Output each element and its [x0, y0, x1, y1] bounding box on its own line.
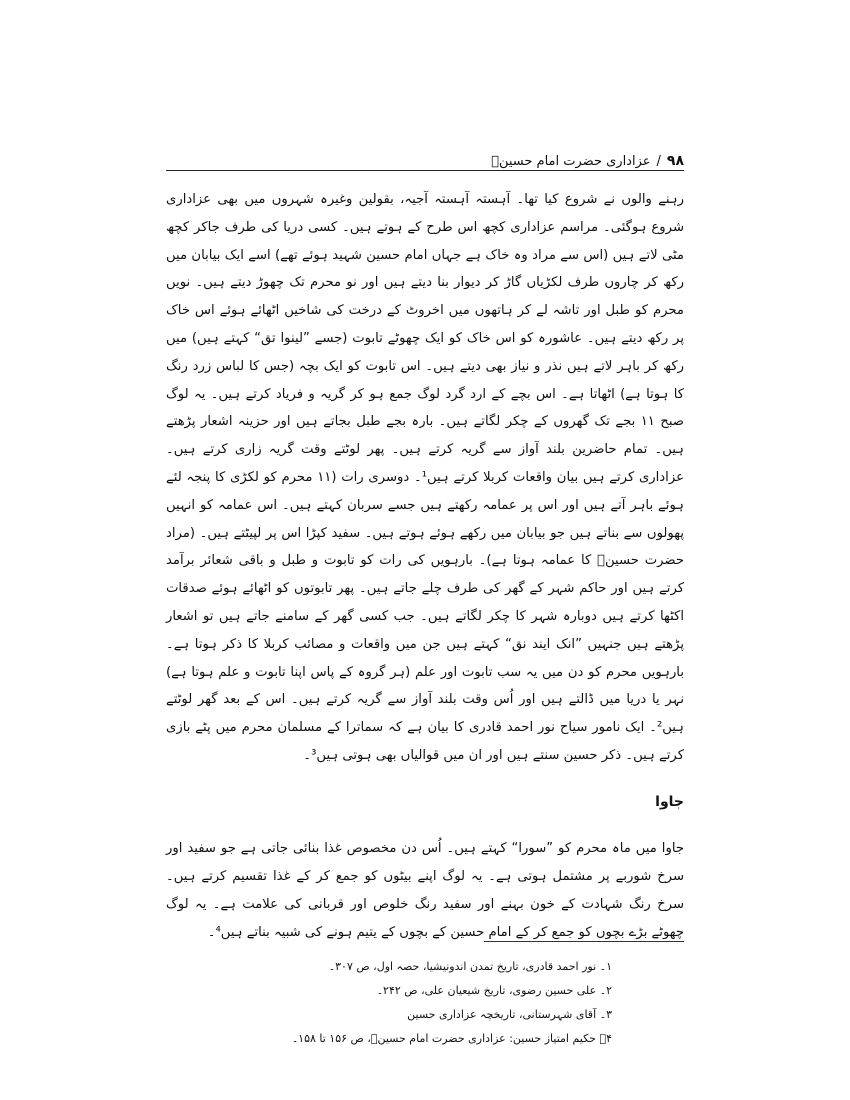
header-separator: /	[656, 153, 661, 169]
section-heading: جاوا	[655, 794, 684, 810]
header-rule	[166, 170, 684, 171]
main-text-2	[166, 822, 684, 960]
footnote-rule	[484, 941, 684, 942]
footnote-2: ۲۔ علی حسین رضوی، تاریخ شیعیان علی، ص ۲۴۲۔	[376, 984, 612, 997]
book-title: عزاداری حضرت امام حسینؑ	[491, 153, 651, 169]
footnote-4: ۴۔ حکیم امتیاز حسین: عزاداری حضرت امام حسینؑ، ص ۱۵۶ تا ۱۵۸۔	[291, 1032, 612, 1045]
footnote-1: ۱۔ نور احمد قادری، تاریخ تمدن اندونیشیا، حصہ اول، ص ۳۰۷۔	[328, 960, 612, 973]
main-text	[166, 186, 684, 770]
footnotes	[166, 955, 684, 1051]
page-number: ۹۸	[666, 153, 684, 169]
footnote-3: ۳۔ آقای شہرستانی، تاریخچہ عزاداری حسین	[407, 1008, 612, 1021]
paragraph-2: جاوا میں ماہ محرم کو ”سورا“ کہتے ہیں۔ اُس دن مخصوص غذا بنائی جاتی ہے جو سفید اور سرخ شوربے پر مشتمل ہوتی ہے۔ یہ لوگ اپنے بیٹوں کو جمع کر کے غذا تقسیم کرتے ہیں۔ سرخ رنگ شہادت کے خون بہنے اور سفید رنگ خلوص اور قربانی کی علامت ہے۔ یہ لوگ چھوٹے بڑے بچوں کو جمع کر کے امام حسین کے بچوں کے یتیم ہونے کی شبیہ بناتے ہیں⁴۔	[166, 841, 684, 940]
paragraph-1: رہنے والوں نے شروع کیا تھا۔ آہستہ آہستہ آجیہ، بقولین وغیرہ شہروں میں بھی عزاداری شروع ہوگئی۔ مراسم عزاداری کچھ اس طرح کے ہوتے ہیں۔ کسی دریا کی طرف جاکر کچھ مٹی لاتے ہیں (اس سے مراد وہ خاک ہے جہاں امام حسین شہید ہوئے تھے) اسے ایک بیابان میں رکھ کر چاروں طرف لکڑیاں گاڑ کر دیوار بنا دیتے ہیں اور نو محرم تک چھوڑ دیتے ہیں۔ نویں محرم کو طبل اور تاشہ لے کر ہاتھوں میں اخروٹ کے درخت کی شاخیں اٹھائے ہوئے اس خاک پر رکھ دیتے ہیں۔ عاشورہ کو اس خاک کو ایک چھوٹے تابوت (جسے ”لینوا تق“ کہتے ہیں) میں رکھ کر باہر لاتے ہیں نذر و نیاز بھی دیتے ہیں۔ اس تابوت کو ایک بچہ (جس کا لباس زرد رنگ کا ہوتا ہے) اٹھاتا ہے۔ اس بچے کے ارد گرد لوگ جمع ہو کر گریہ و فریاد کرتے ہیں۔ یہ لوگ صبح ۱۱ بجے تک گھروں کے چکر لگاتے ہیں۔ بارہ بجے طبل بجاتے ہیں اور حزینہ اشعار پڑھتے ہیں۔ تمام حاضرین بلند آواز سے گریہ کرتے ہیں۔ پھر لوٹتے وقت گریہ زاری کرتے ہیں۔ عزاداری کرتے ہیں بیان واقعات کربلا کرتے ہیں¹۔ دوسری رات (۱۱ محرم کو لکڑی کا پنجہ لئے ہوئے باہر آتے ہیں اور اس پر عمامہ رکھتے ہیں جسے سربان کہتے ہیں۔ اس عمامہ کو انہیں پھولوں سے بناتے ہیں جو بیابان میں رکھے ہوئے ہوتے ہیں۔ سفید کپڑا اس پر لپیٹتے ہیں۔ (مراد حضرت حسینؑ کا عمامہ ہوتا ہے)۔ بارہویں کی رات کو تابوت و طبل و باقی شعائر برآمد کرتے ہیں اور حاکم شہر کے گھر کی طرف چلے جاتے ہیں۔ پھر تابوتوں کو اٹھائے ہوئے صدقات اکٹھا کرتے ہیں دوبارہ شہر کا چکر لگاتے ہیں۔ جب کسی گھر کے سامنے جاتے ہیں تو اشعار پڑھتے ہیں جنہیں ”انک ایند نق“ کہتے ہیں جن میں واقعات و مصائب کربلا کا ذکر ہوتا ہے۔ بارہویں محرم کو دن میں یہ سب تابوت اور علم (ہر گروہ کے پاس اپنا تابوت و علم ہوتا ہے) نہر یا دریا میں ڈالتے ہیں اور اُس وقت بلند آواز سے گریہ کرتے ہیں۔ اس کے بعد گھر لوٹتے ہیں²۔ ایک نامور سیاح نور احمد قادری کا بیان ہے کہ سماترا کے مسلمان محرم میں پٹے بازی کرتے ہیں۔ ذکر حسین سنتے ہیں اور ان میں قوالیاں بھی ہوتی ہیں³۔	[166, 192, 684, 763]
